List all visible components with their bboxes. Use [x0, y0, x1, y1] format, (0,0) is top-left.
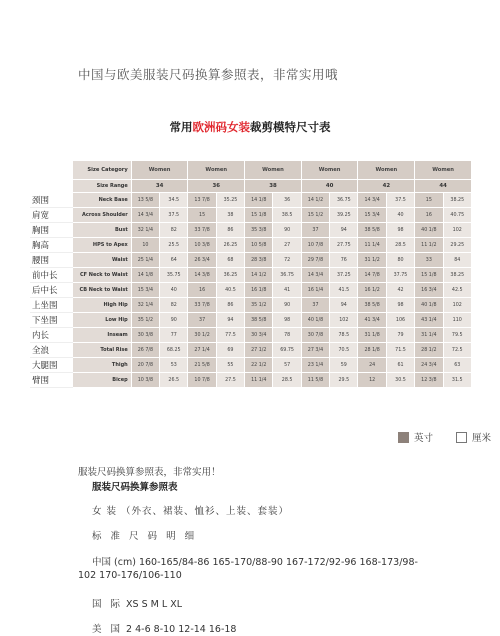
- cm-value-cell: 86: [216, 298, 244, 313]
- row-english-label: CB Neck to Waist: [73, 283, 132, 298]
- table-row: [30, 238, 472, 253]
- table-row: [30, 253, 472, 268]
- cm-value-cell: 76: [330, 253, 358, 268]
- cm-value-cell: 36: [273, 193, 301, 208]
- inch-value-cell: 14 3/4: [301, 268, 329, 283]
- row-chinese-label: 大腿围: [30, 358, 73, 373]
- column-header: Women: [245, 161, 302, 180]
- row-english-label: Thigh: [73, 358, 132, 373]
- cm-value-cell: 63: [443, 358, 471, 373]
- cm-value-cell: 78: [273, 328, 301, 343]
- inch-value-cell: 27 3/4: [301, 343, 329, 358]
- cm-value-cell: 106: [386, 313, 414, 328]
- cm-value-cell: 28.5: [386, 238, 414, 253]
- cm-value-cell: 69.75: [273, 343, 301, 358]
- chart-title-suffix: 裁剪模特尺寸表: [250, 120, 331, 134]
- cm-value-cell: 31.5: [443, 373, 471, 388]
- row-english-label: Waist: [73, 253, 132, 268]
- us-sizes-line: [92, 623, 236, 636]
- intro-line: 服装尺码换算参照表，非常实用！: [78, 467, 221, 478]
- cm-value-cell: 36.75: [330, 193, 358, 208]
- inch-value-cell: 22 1/2: [245, 358, 273, 373]
- inch-value-cell: 11 1/2: [415, 238, 443, 253]
- cm-value-cell: 40.75: [443, 208, 471, 223]
- cm-value-cell: 37.75: [386, 268, 414, 283]
- cm-value-cell: 41: [273, 283, 301, 298]
- inch-value-cell: 35 1/2: [245, 298, 273, 313]
- inch-value-cell: 13 7/8: [188, 193, 216, 208]
- inch-value-cell: 14 3/4: [131, 208, 159, 223]
- table-row: [30, 328, 472, 343]
- column-header: Women: [358, 161, 415, 180]
- china-label: 中国: [92, 557, 112, 568]
- us-values: 2 4-6 8-10 12-14 16-18: [123, 624, 237, 635]
- size-range-label: Size Range: [73, 180, 132, 193]
- cm-value-cell: 72.5: [443, 343, 471, 358]
- china-values: (cm) 160-165/84-86 165-170/88-90 167-172/92-96 168-173/98-102 170-176/106-110: [78, 557, 418, 581]
- inch-value-cell: 12 3/8: [415, 373, 443, 388]
- size-cell: 34: [131, 180, 188, 193]
- cm-value-cell: 59: [330, 358, 358, 373]
- inch-value-cell: 32 1/4: [131, 298, 159, 313]
- cm-value-cell: 94: [216, 313, 244, 328]
- table-row: [30, 358, 472, 373]
- cm-value-cell: 57: [273, 358, 301, 373]
- cm-value-cell: 90: [273, 223, 301, 238]
- inch-value-cell: 15 1/8: [245, 208, 273, 223]
- legend-inch-label: 英寸: [414, 433, 434, 444]
- cm-value-cell: 55: [216, 358, 244, 373]
- cm-value-cell: 35.25: [216, 193, 244, 208]
- inch-value-cell: 28 3/8: [245, 253, 273, 268]
- table-row: [30, 208, 472, 223]
- row-chinese-label: 内长: [30, 328, 73, 343]
- row-chinese-label: 腰围: [30, 253, 73, 268]
- legend-cm: [456, 430, 491, 444]
- row-chinese-label: 肩宽: [30, 208, 73, 223]
- inch-value-cell: 14 3/8: [188, 268, 216, 283]
- inch-value-cell: 10 7/8: [301, 238, 329, 253]
- cm-value-cell: 30.5: [386, 373, 414, 388]
- row-chinese-label: 全浪: [30, 343, 73, 358]
- table-row: [30, 268, 472, 283]
- size-cell: 42: [358, 180, 415, 193]
- row-english-label: Bicep: [73, 373, 132, 388]
- cm-value-cell: 42: [386, 283, 414, 298]
- cm-value-cell: 29.25: [443, 238, 471, 253]
- inch-value-cell: 30 7/8: [301, 328, 329, 343]
- column-header: Women: [131, 161, 188, 180]
- inch-value-cell: 14 7/8: [358, 268, 386, 283]
- row-chinese-label: 颈围: [30, 193, 73, 208]
- inch-value-cell: 11 5/8: [301, 373, 329, 388]
- inch-value-cell: 31 1/8: [358, 328, 386, 343]
- cm-value-cell: 37.5: [160, 208, 188, 223]
- inch-value-cell: 14 3/4: [358, 193, 386, 208]
- inch-value-cell: 12: [358, 373, 386, 388]
- cm-value-cell: 68.25: [160, 343, 188, 358]
- cm-value-cell: 42.5: [443, 283, 471, 298]
- cm-value-cell: 27.75: [330, 238, 358, 253]
- cm-value-cell: 77: [160, 328, 188, 343]
- inch-value-cell: 15 3/4: [358, 208, 386, 223]
- inch-value-cell: 15 1/2: [301, 208, 329, 223]
- row-english-label: CF Neck to Waist: [73, 268, 132, 283]
- cm-value-cell: 64: [160, 253, 188, 268]
- inch-value-cell: 24 3/4: [415, 358, 443, 373]
- inch-value-cell: 21 5/8: [188, 358, 216, 373]
- inch-value-cell: 38 5/8: [245, 313, 273, 328]
- inch-value-cell: 33: [415, 253, 443, 268]
- cm-value-cell: 98: [386, 298, 414, 313]
- table-row: [30, 313, 472, 328]
- inch-value-cell: 16: [188, 283, 216, 298]
- international-sizes-line: [92, 598, 182, 611]
- inch-value-cell: 10 7/8: [188, 373, 216, 388]
- cm-value-cell: 82: [160, 223, 188, 238]
- inch-value-cell: 15: [188, 208, 216, 223]
- row-chinese-label: 前中长: [30, 268, 73, 283]
- cm-value-cell: 71.5: [386, 343, 414, 358]
- cm-value-cell: 98: [386, 223, 414, 238]
- table-row: [30, 193, 472, 208]
- chart-title-highlight: 欧洲码女装: [192, 120, 250, 134]
- inch-value-cell: 37: [301, 298, 329, 313]
- page-heading: 中国与欧美服装尺码换算参照表，非常实用哦: [78, 67, 339, 82]
- column-header: Women: [188, 161, 245, 180]
- inch-value-cell: 16 1/8: [245, 283, 273, 298]
- inch-value-cell: 10 3/8: [131, 373, 159, 388]
- size-category-label: Size Category: [73, 161, 132, 180]
- inch-value-cell: 14 1/8: [131, 268, 159, 283]
- chart-title-prefix: 常用: [169, 120, 193, 134]
- inch-value-cell: 25 1/4: [131, 253, 159, 268]
- cm-swatch-icon: [456, 432, 467, 443]
- cm-value-cell: 38.25: [443, 268, 471, 283]
- inch-value-cell: 16: [415, 208, 443, 223]
- inch-value-cell: 20 7/8: [131, 358, 159, 373]
- cm-value-cell: 79.5: [443, 328, 471, 343]
- size-table: [30, 160, 472, 388]
- inch-value-cell: 24: [358, 358, 386, 373]
- row-chinese-label: 后中长: [30, 283, 73, 298]
- intl-label: 国 际: [92, 599, 124, 610]
- inch-value-cell: 28 1/2: [415, 343, 443, 358]
- cm-value-cell: 110: [443, 313, 471, 328]
- inch-value-cell: 43 1/4: [415, 313, 443, 328]
- cm-value-cell: 40: [386, 208, 414, 223]
- cm-value-cell: 41.5: [330, 283, 358, 298]
- inch-value-cell: 27 1/4: [188, 343, 216, 358]
- inch-value-cell: 16 1/4: [301, 283, 329, 298]
- inch-value-cell: 35 1/2: [131, 313, 159, 328]
- inch-value-cell: 16 1/2: [358, 283, 386, 298]
- cm-value-cell: 94: [330, 223, 358, 238]
- table-header-row: [30, 161, 472, 180]
- cm-value-cell: 77.5: [216, 328, 244, 343]
- cm-value-cell: 86: [216, 223, 244, 238]
- row-english-label: Low Hip: [73, 313, 132, 328]
- inch-value-cell: 40 1/8: [301, 313, 329, 328]
- inch-value-cell: 11 1/4: [245, 373, 273, 388]
- inch-value-cell: 11 1/4: [358, 238, 386, 253]
- legend-cm-label: 厘米: [472, 433, 492, 444]
- inch-value-cell: 13 5/8: [131, 193, 159, 208]
- size-cell: 36: [188, 180, 245, 193]
- inch-value-cell: 31 1/4: [415, 328, 443, 343]
- row-chinese-label: 胸围: [30, 223, 73, 238]
- cm-value-cell: 90: [273, 298, 301, 313]
- row-chinese-label: 下坐围: [30, 313, 73, 328]
- size-cell: 38: [245, 180, 302, 193]
- inch-value-cell: 30 1/2: [188, 328, 216, 343]
- inch-value-cell: 10 5/8: [245, 238, 273, 253]
- row-english-label: Inseam: [73, 328, 132, 343]
- inch-value-cell: 26 7/8: [131, 343, 159, 358]
- cm-value-cell: 26.5: [160, 373, 188, 388]
- cm-value-cell: 102: [443, 223, 471, 238]
- inch-value-cell: 15 1/8: [415, 268, 443, 283]
- inch-value-cell: 15: [415, 193, 443, 208]
- inch-value-cell: 31 1/2: [358, 253, 386, 268]
- corner-cell: [30, 180, 73, 193]
- inch-value-cell: 14 1/2: [245, 268, 273, 283]
- cm-value-cell: 35.75: [160, 268, 188, 283]
- inch-value-cell: 30 3/4: [245, 328, 273, 343]
- row-chinese-label: 胸高: [30, 238, 73, 253]
- cm-value-cell: 70.5: [330, 343, 358, 358]
- inch-value-cell: 35 3/8: [245, 223, 273, 238]
- inch-value-cell: 32 1/4: [131, 223, 159, 238]
- corner-cell: [30, 161, 73, 180]
- cm-value-cell: 61: [386, 358, 414, 373]
- row-english-label: Neck Base: [73, 193, 132, 208]
- cm-value-cell: 82: [160, 298, 188, 313]
- inch-value-cell: 30 3/8: [131, 328, 159, 343]
- standard-sizes-heading: 标 准 尺 码 明 细: [92, 531, 198, 542]
- cm-value-cell: 37.5: [386, 193, 414, 208]
- inch-value-cell: 40 1/8: [415, 298, 443, 313]
- section-heading: 服装尺码换算参照表: [92, 482, 178, 493]
- cm-value-cell: 94: [330, 298, 358, 313]
- row-english-label: Bust: [73, 223, 132, 238]
- cm-value-cell: 38.5: [273, 208, 301, 223]
- inch-value-cell: 38 5/8: [358, 223, 386, 238]
- inch-value-cell: 28 1/8: [358, 343, 386, 358]
- table-row: [30, 223, 472, 238]
- row-english-label: Across Shoulder: [73, 208, 132, 223]
- size-range-row: [30, 180, 472, 193]
- cm-value-cell: 38.25: [443, 193, 471, 208]
- cm-value-cell: 36.75: [273, 268, 301, 283]
- inch-value-cell: 10: [131, 238, 159, 253]
- inch-value-cell: 41 3/4: [358, 313, 386, 328]
- cm-value-cell: 69: [216, 343, 244, 358]
- column-header: Women: [415, 161, 472, 180]
- table-row: [30, 283, 472, 298]
- inch-value-cell: 38 5/8: [358, 298, 386, 313]
- row-english-label: HPS to Apex: [73, 238, 132, 253]
- row-chinese-label: 臂围: [30, 373, 73, 388]
- inch-value-cell: 27 1/2: [245, 343, 273, 358]
- cm-value-cell: 34.5: [160, 193, 188, 208]
- inch-value-cell: 16 3/4: [415, 283, 443, 298]
- cm-value-cell: 53: [160, 358, 188, 373]
- cm-value-cell: 79: [386, 328, 414, 343]
- inch-value-cell: 15 3/4: [131, 283, 159, 298]
- cm-value-cell: 40.5: [216, 283, 244, 298]
- row-english-label: Total Rise: [73, 343, 132, 358]
- inch-value-cell: 29 7/8: [301, 253, 329, 268]
- cm-value-cell: 98: [273, 313, 301, 328]
- cm-value-cell: 39.25: [330, 208, 358, 223]
- table-row: [30, 343, 472, 358]
- size-cell: 40: [301, 180, 358, 193]
- inch-value-cell: 33 7/8: [188, 298, 216, 313]
- size-cell: 44: [415, 180, 472, 193]
- inch-value-cell: 14 1/8: [245, 193, 273, 208]
- table-row: [30, 298, 472, 313]
- inch-value-cell: 37: [301, 223, 329, 238]
- row-chinese-label: 上坐围: [30, 298, 73, 313]
- cm-value-cell: 27.5: [216, 373, 244, 388]
- column-header: Women: [301, 161, 358, 180]
- inch-value-cell: 37: [188, 313, 216, 328]
- women-category-line: 女 装 （外衣、裙装、恤衫、上装、套装）: [92, 506, 290, 517]
- cm-value-cell: 40: [160, 283, 188, 298]
- cm-value-cell: 68: [216, 253, 244, 268]
- cm-value-cell: 78.5: [330, 328, 358, 343]
- inch-value-cell: 26 3/4: [188, 253, 216, 268]
- inch-value-cell: 10 3/8: [188, 238, 216, 253]
- cm-value-cell: 28.5: [273, 373, 301, 388]
- cm-value-cell: 72: [273, 253, 301, 268]
- cm-value-cell: 37.25: [330, 268, 358, 283]
- inch-swatch-icon: [398, 432, 409, 443]
- inch-value-cell: 33 7/8: [188, 223, 216, 238]
- size-chart-title: [0, 119, 500, 135]
- cm-value-cell: 102: [443, 298, 471, 313]
- cm-value-cell: 90: [160, 313, 188, 328]
- china-sizes-line: [78, 556, 428, 582]
- cm-value-cell: 84: [443, 253, 471, 268]
- cm-value-cell: 80: [386, 253, 414, 268]
- inch-value-cell: 23 1/4: [301, 358, 329, 373]
- us-label: 美 国: [92, 624, 124, 635]
- legend-inch: [398, 430, 433, 444]
- cm-value-cell: 26.25: [216, 238, 244, 253]
- cm-value-cell: 29.5: [330, 373, 358, 388]
- cm-value-cell: 27: [273, 238, 301, 253]
- table-row: [30, 373, 472, 388]
- inch-value-cell: 40 1/8: [415, 223, 443, 238]
- cm-value-cell: 102: [330, 313, 358, 328]
- cm-value-cell: 25.5: [160, 238, 188, 253]
- intl-values: XS S M L XL: [123, 599, 182, 610]
- inch-value-cell: 14 1/2: [301, 193, 329, 208]
- row-english-label: High Hip: [73, 298, 132, 313]
- cm-value-cell: 36.25: [216, 268, 244, 283]
- cm-value-cell: 38: [216, 208, 244, 223]
